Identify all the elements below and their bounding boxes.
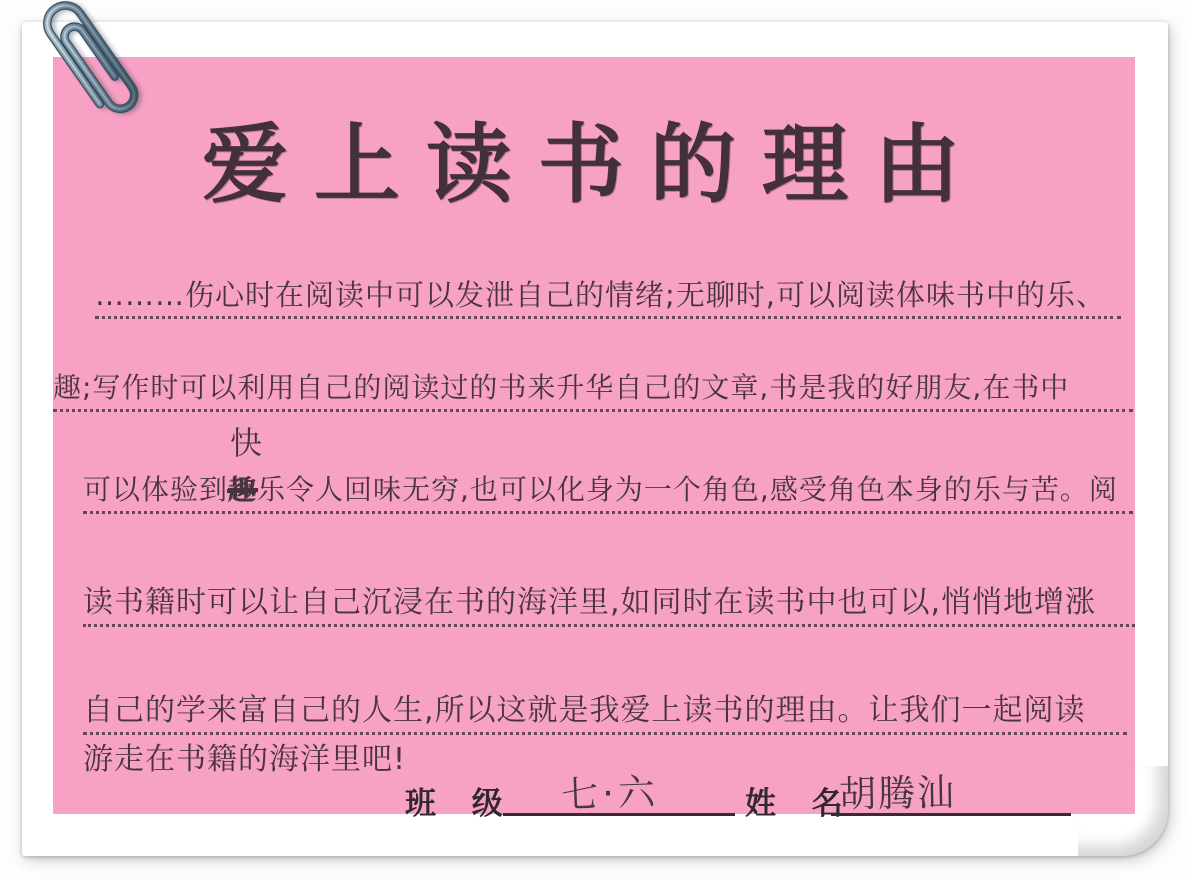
name-field-value: 胡腾汕 (838, 770, 957, 817)
line-3-pre-text: 可以体验到 (83, 473, 229, 506)
handwritten-line-3 (83, 424, 1133, 514)
handwritten-line-6: 游走在书籍的海洋里吧! (83, 742, 407, 777)
name-underline (831, 769, 1071, 816)
correction-insert-above: 快 (230, 424, 264, 462)
line-3-post-text: 乐令人回味无穷,也可以化身为一个角色,感受角色本身的乐与苦。阅 (257, 473, 1118, 506)
handwritten-line-5: 自己的学来富自己的人生,所以这就是我爱上读书的理由。让我们一起阅读 (83, 684, 1127, 735)
crossed-out-character: 趣 (228, 473, 258, 506)
class-field-value: 七·六 (560, 770, 660, 817)
class-name-form-row (53, 769, 1135, 821)
note-title: 爱上读书的理由 (202, 117, 986, 213)
handwritten-line-1: ………伤心时在阅读中可以发泄自己的情绪;无聊时,可以阅读体味书中的乐、 (95, 268, 1121, 319)
name-label: 姓 名 (745, 786, 857, 821)
class-label: 班 级 (405, 786, 517, 821)
pink-note-paper (53, 57, 1135, 821)
paper-sheet (22, 22, 1168, 856)
handwritten-line-4: 读书籍时可以让自己沉浸在书的海洋里,如同时在读书中也可以,悄悄地增涨 (83, 576, 1135, 627)
class-underline (503, 769, 735, 816)
handwritten-line-2: 趣;写作时可以利用自己的阅读过的书来升华自己的文章,书是我的好朋友,在书中 (53, 361, 1133, 412)
correction-group (228, 424, 264, 517)
